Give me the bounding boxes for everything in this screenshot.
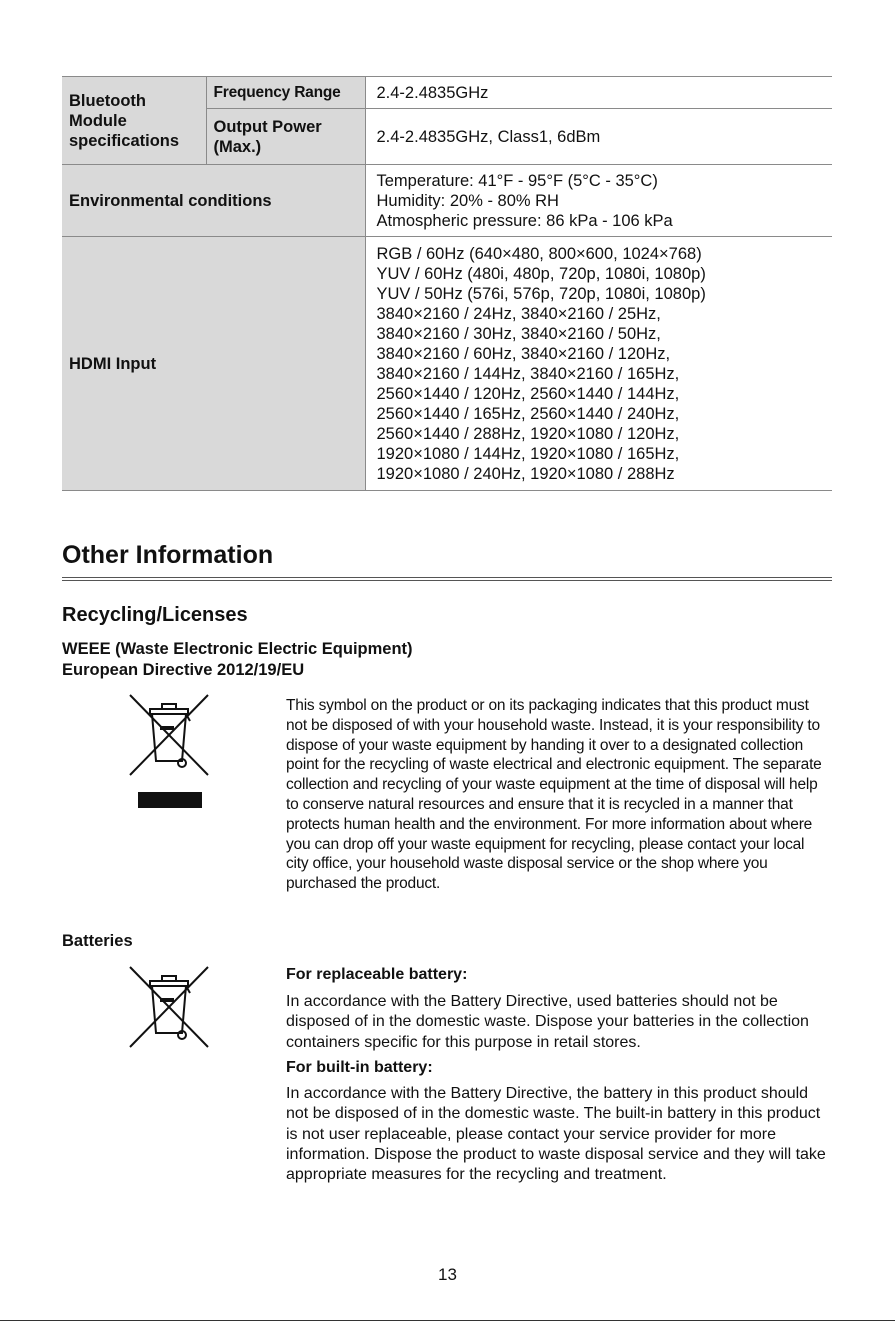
environment-line: Atmospheric pressure: 86 kPa - 106 kPa (376, 211, 673, 230)
environment-line: Humidity: 20% - 80% RH (376, 191, 559, 210)
replaceable-title: For replaceable battery: (286, 966, 468, 983)
hdmi-line: 2560×1440 / 165Hz, 2560×1440 / 240Hz, (376, 404, 680, 423)
hdmi-line: YUV / 60Hz (480i, 480p, 720p, 1080i, 1080p) (376, 264, 706, 283)
black-bar-mark (138, 792, 202, 808)
frequency-range-label: Frequency Range (206, 77, 365, 109)
hdmi-value (365, 237, 832, 491)
hdmi-line: YUV / 50Hz (576i, 576p, 720p, 1080i, 1080p) (376, 284, 706, 303)
crossed-out-bin-icon (128, 965, 210, 1049)
hdmi-line: 3840×2160 / 30Hz, 3840×2160 / 50Hz, (376, 324, 661, 343)
recycling-title: Recycling/Licenses (62, 604, 248, 626)
section-divider (62, 577, 832, 581)
hdmi-line: 3840×2160 / 144Hz, 3840×2160 / 165Hz, (376, 364, 680, 383)
environment-label: Environmental conditions (62, 165, 365, 237)
replaceable-text: In accordance with the Battery Directive, used batteries should not be disposed of in the domestic waste. Dispose your batteries in the collection containers specific for this purpose in retail stores. (286, 993, 809, 1051)
bottom-rule (0, 1320, 895, 1321)
bluetooth-label: Bluetooth Module specifications (62, 77, 206, 165)
builtin-title: For built-in battery: (286, 1059, 433, 1076)
spec-table (62, 76, 832, 491)
hdmi-line: 3840×2160 / 24Hz, 3840×2160 / 25Hz, (376, 304, 661, 323)
hdmi-line: 1920×1080 / 144Hz, 1920×1080 / 165Hz, (376, 444, 680, 463)
environment-line: Temperature: 41°F - 95°F (5°C - 35°C) (376, 171, 658, 190)
builtin-text: In accordance with the Battery Directive, the battery in this product should not be disposed of in the domestic waste. The built-in battery in this product is not user replaceable, please contact your service provider for more information. Dispose the product to waste disposal service and they will take appropriate measures for the recycling and treatment. (286, 1085, 826, 1184)
output-power-label: Output Power (Max.) (206, 109, 365, 165)
hdmi-label: HDMI Input (62, 237, 365, 491)
hdmi-line: 3840×2160 / 60Hz, 3840×2160 / 120Hz, (376, 344, 671, 363)
weee-text: This symbol on the product or on its packaging indicates that this product must not be disposed of with your household waste. Instead, it is your responsibility to dispose of your waste equipment by handing it over to a designated collection point for the recycling of waste electrical and electronic equipment. The separate collection and recycling of your waste equipment at the time of disposal will help to conserve natural resources and ensure that it is recycled in a manner that protects human health and the environment. For more information about where you can drop off your waste equipment for recycling, please contact your local city office, your household waste disposal service or the shop where you purchased the product. (286, 697, 822, 893)
crossed-out-bin-icon (128, 693, 210, 777)
weee-directive: European Directive 2012/19/EU (62, 661, 305, 679)
hdmi-line: 2560×1440 / 288Hz, 1920×1080 / 120Hz, (376, 424, 680, 443)
hdmi-line: RGB / 60Hz (640×480, 800×600, 1024×768) (376, 244, 702, 263)
section-title: Other Information (62, 541, 274, 569)
weee-title: WEEE (Waste Electronic Electric Equipment) (62, 640, 413, 658)
environment-value (365, 165, 832, 237)
hdmi-line: 2560×1440 / 120Hz, 2560×1440 / 144Hz, (376, 384, 680, 403)
hdmi-line: 1920×1080 / 240Hz, 1920×1080 / 288Hz (376, 464, 675, 483)
frequency-range-value: 2.4-2.4835GHz (365, 77, 832, 109)
output-power-value: 2.4-2.4835GHz, Class1, 6dBm (365, 109, 832, 165)
page-number: 13 (438, 1265, 457, 1284)
batteries-title: Batteries (62, 932, 133, 950)
